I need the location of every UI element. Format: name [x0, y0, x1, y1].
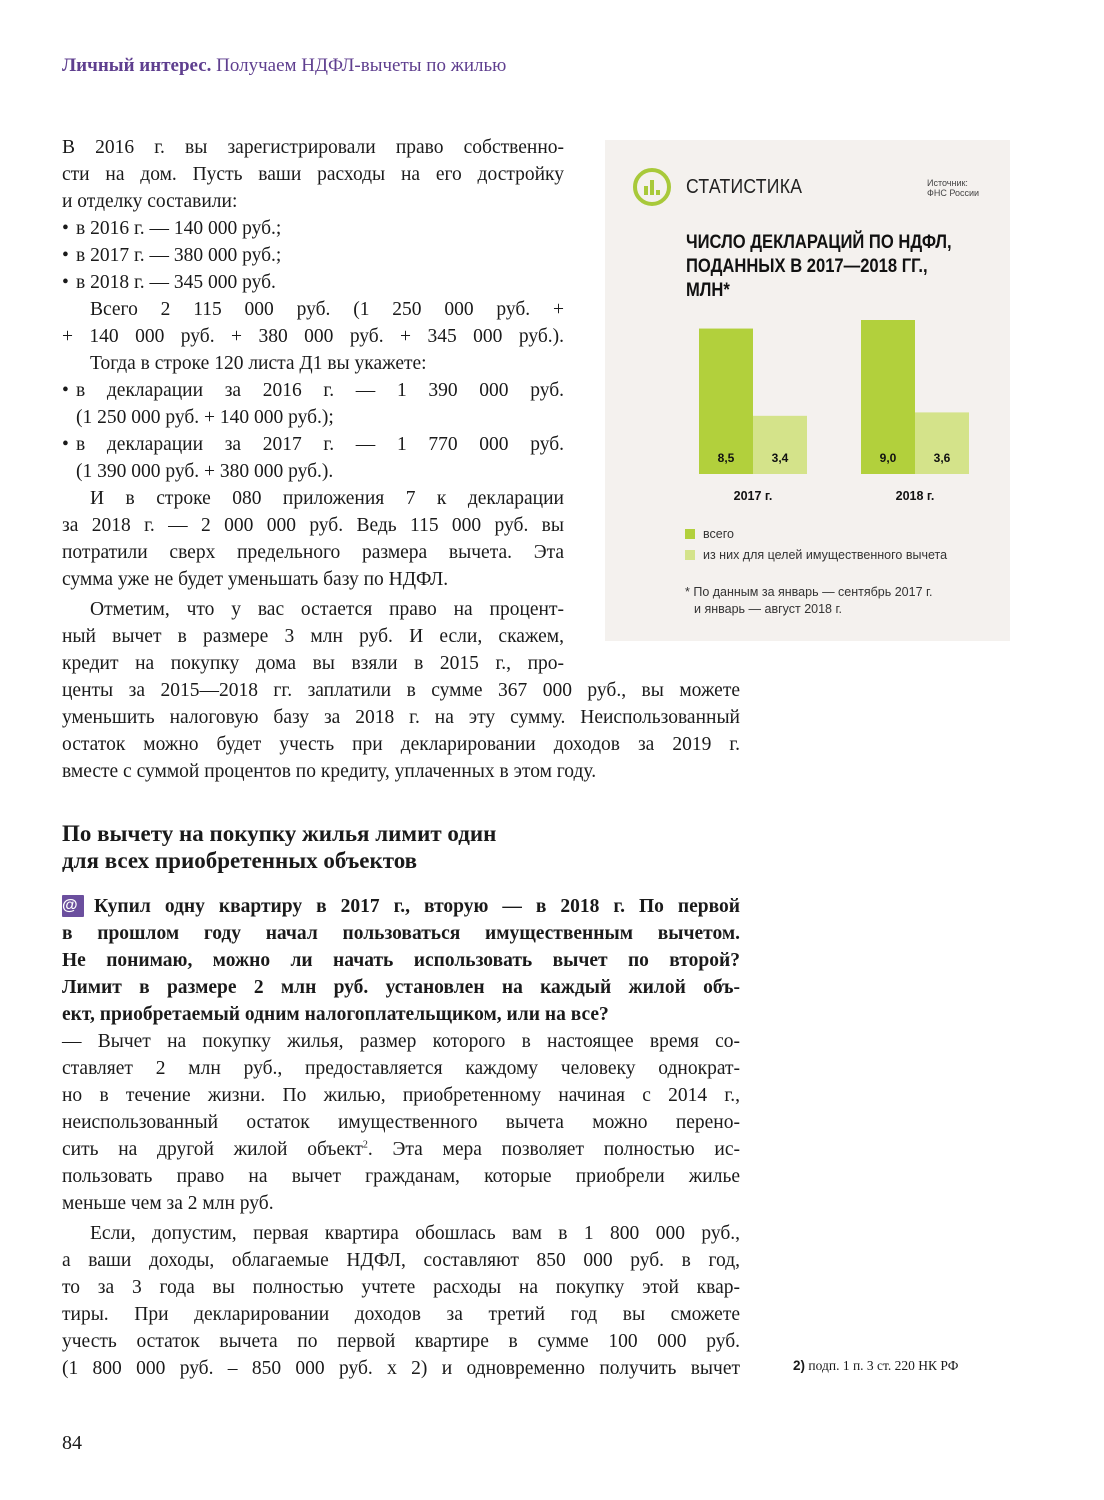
page-number: 84 [62, 1432, 82, 1454]
text-line: и отделку составили: [62, 191, 238, 212]
text-line: уменьшить налоговую базу за 2018 г. на эту сумму. Неиспользованный [62, 707, 740, 728]
x-tick-label: 2018 г. [895, 489, 935, 503]
legend-label: всего [703, 526, 734, 541]
x-tick-label: 2017 г. [733, 489, 773, 503]
text-line: за 2018 г. — 2 000 000 руб. Ведь 115 000 руб. вы [62, 515, 564, 536]
text-line: (1 800 000 руб. – 850 000 руб. х 2) и одновременно получить вычет [62, 1358, 740, 1379]
text-line: сти на дом. Пусть ваши расходы на его достройку [62, 164, 564, 185]
list-item-text: в 2018 г. — 345 000 руб. [76, 272, 276, 293]
bar-value-label: 8,5 [717, 451, 735, 465]
section-heading: для всех приобретенных объектов [62, 848, 418, 873]
footnote-text: подп. 1 п. 3 ст. 220 НК РФ [808, 1358, 959, 1373]
text-line: Отметим, что у вас остается право на процент- [90, 599, 564, 620]
question-text: Купил одну квартиру в 2017 г., вторую — в 2018 г. По первой [94, 896, 740, 917]
list-item-text: в декларации за 2017 г. — 1 770 000 руб. [76, 434, 564, 455]
answer-line: ставляет 2 млн руб., предоставляется каждому человеку однократ- [62, 1058, 740, 1079]
list-item: • в 2017 г. — 380 000 руб.; [62, 245, 282, 266]
text-line: Всего 2 115 000 руб. (1 250 000 руб. + [90, 299, 564, 320]
answer-text: . Эта мера позволяет полностью ис- [367, 1139, 741, 1160]
question-line: Не понимаю, можно ли начать использовать вычет по второй? [62, 950, 740, 971]
question-line [62, 893, 740, 920]
footnote [793, 1358, 958, 1374]
bar-chart [605, 300, 1010, 515]
running-head [62, 55, 506, 77]
list-item-cont: (1 250 000 руб. + 140 000 руб.); [76, 407, 334, 428]
chart-footnote-line: и январь — август 2018 г. [694, 602, 842, 616]
answer-line [62, 1136, 740, 1163]
footnote-number: 2) [793, 1358, 806, 1373]
text-line: остаток можно будет учесть при декларировании доходов за 2019 г. [62, 734, 740, 755]
text-line: Если, допустим, первая квартира обошлась вам в 1 800 000 руб., [90, 1223, 740, 1244]
legend-label: из них для целей имущественного вычета [703, 547, 948, 562]
list-item-cont: (1 390 000 руб. + 380 000 руб.). [76, 461, 334, 482]
text-line: кредит на покупку дома вы взяли в 2015 г., про- [62, 653, 564, 674]
question-line: в прошлом году начал пользоваться имущественным вычетом. [62, 923, 740, 944]
text-line: вместе с суммой процентов по кредиту, уплаченных в этом году. [62, 761, 597, 782]
question-line: Лимит в размере 2 млн руб. установлен на каждый жилой объ- [62, 977, 740, 998]
list-item: • в декларации за 2016 г. — 1 390 000 руб. [62, 380, 564, 401]
text-line: тиры. При декларировании доходов за третий год вы сможете [62, 1304, 740, 1325]
text-line: В 2016 г. вы зарегистрировали право собственно- [62, 137, 564, 158]
answer-line: меньше чем за 2 млн руб. [62, 1193, 274, 1214]
legend-swatch [685, 529, 695, 539]
legend-item [685, 523, 947, 544]
bar-1-0 [753, 416, 807, 474]
list-item-text: в 2016 г. — 140 000 руб.; [76, 218, 282, 239]
list-item-text: в декларации за 2016 г. — 1 390 000 руб. [76, 380, 564, 401]
chart-title-line: МЛН* [686, 279, 730, 301]
stats-label: СТАТИСТИКА [686, 176, 803, 198]
chart-title-line: ПОДАННЫХ В 2017—2018 ГГ., [686, 255, 928, 277]
text-line: + 140 000 руб. + 380 000 руб. + 345 000 руб.). [62, 326, 564, 347]
answer-text: сить на другой жилой объект [62, 1139, 363, 1160]
chart-title [686, 230, 952, 302]
section-title: Получаем НДФЛ-вычеты по жилью [216, 55, 507, 76]
section-heading: По вычету на покупку жилья лимит один [62, 821, 497, 846]
bar-value-label: 9,0 [879, 451, 897, 465]
source-note [927, 178, 979, 198]
text-line: потратили сверх предельного размера вычета. Эта [62, 542, 564, 563]
text-line: учесть остаток вычета по первой квартире в сумме 100 000 руб. [62, 1331, 740, 1352]
answer-line: но в течение жизни. По жилью, приобретенному начиная с 2014 г., [62, 1085, 740, 1106]
footnote-ref[interactable]: 2 [362, 1139, 368, 1151]
statistics-box [605, 140, 1010, 641]
at-icon: @ [62, 895, 84, 917]
text-line: центы за 2015—2018 гг. заплатили в сумме 367 000 руб., вы можете [62, 680, 740, 701]
question-line: ект, приобретаемый одним налогоплательщиком, или на все? [62, 1004, 609, 1025]
list-item: • в декларации за 2017 г. — 1 770 000 руб. [62, 434, 564, 455]
legend-item [685, 544, 947, 565]
list-item-text: в 2017 г. — 380 000 руб.; [76, 245, 282, 266]
answer-line: пользовать право на вычет гражданам, которые приобрели жилье [62, 1166, 740, 1187]
text-line: Тогда в строке 120 листа Д1 вы укажете: [90, 353, 427, 374]
chart-footnote [685, 584, 933, 618]
answer-line: — Вычет на покупку жилья, размер которого в настоящее время со- [62, 1031, 740, 1052]
text-line: И в строке 080 приложения 7 к декларации [90, 488, 564, 509]
text-line: сумма уже не будет уменьшать базу по НДФЛ. [62, 569, 449, 590]
chart-title-line: ЧИСЛО ДЕКЛАРАЦИЙ ПО НДФЛ, [686, 231, 952, 253]
answer-line: неиспользованный остаток имущественного вычета можно перено- [62, 1112, 740, 1133]
bar-value-label: 3,6 [933, 451, 951, 465]
source-label: Источник: [927, 178, 968, 188]
text-line: ный вычет в размере 3 млн руб. И если, скажем, [62, 626, 564, 647]
chart-legend [685, 523, 947, 565]
list-item: • в 2018 г. — 345 000 руб. [62, 272, 276, 293]
bar-chart-circle-icon [632, 167, 672, 207]
list-item: • в 2016 г. — 140 000 руб.; [62, 218, 282, 239]
section-label: Личный интерес. [62, 55, 212, 76]
text-line: а ваши доходы, облагаемые НДФЛ, составляют 850 000 руб. в год, [62, 1250, 740, 1271]
bar-value-label: 3,4 [771, 451, 789, 465]
legend-swatch [685, 550, 695, 560]
text-line: то за 3 года вы полностью учтете расходы на покупку этой квар- [62, 1277, 740, 1298]
chart-footnote-line: * По данным за январь — сентябрь 2017 г. [685, 585, 933, 599]
source-value: ФНС России [927, 188, 980, 198]
